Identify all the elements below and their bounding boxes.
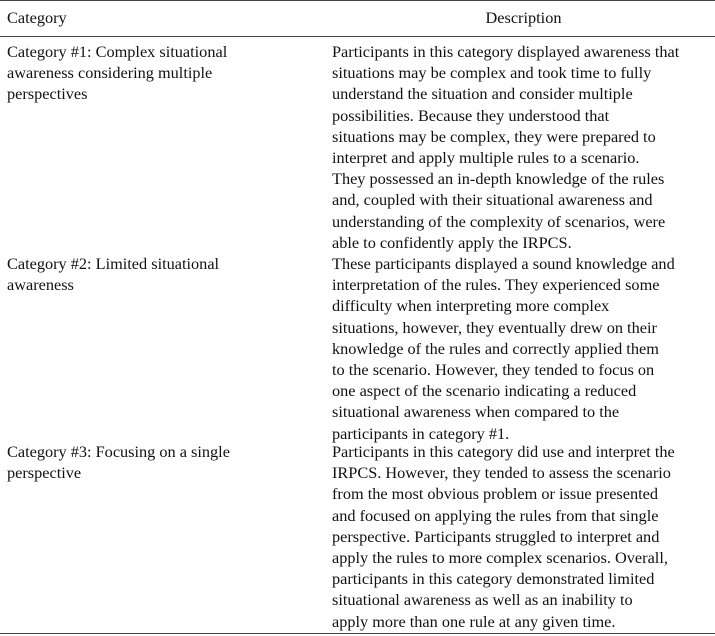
table-top-rule xyxy=(0,0,715,1)
description-text-line: able to confidently apply the IRPCS. xyxy=(332,232,572,252)
category-text-line: awareness considering multiple xyxy=(7,63,213,83)
description-text-line: perspective. Participants struggled to interpret and xyxy=(332,526,660,546)
category-text-line: awareness xyxy=(7,275,74,295)
category-cell xyxy=(7,441,325,483)
category-cell xyxy=(7,253,325,295)
category-text-line: Category #3: Focusing on a single xyxy=(7,442,230,461)
category-text-line: Category #2: Limited situational xyxy=(7,254,220,273)
description-text-line: apply more than one rule at any given time. xyxy=(332,611,616,631)
description-text-line: and focused on applying the rules from that single xyxy=(332,505,659,525)
description-text-line: and, coupled with their situational awareness and xyxy=(332,190,653,210)
description-text-line: knowledge of the rules and correctly applied them xyxy=(332,338,659,358)
category-text-line: Category #1: Complex situational xyxy=(7,42,228,61)
description-cell xyxy=(332,253,715,444)
description-text-line: situations may be complex, they were prepared to xyxy=(332,126,656,146)
description-text-line: interpret and apply multiple rules to a scenario. xyxy=(332,148,640,168)
description-text-line: Participants in this category displayed awareness that xyxy=(332,42,680,61)
column-header-description: Description xyxy=(485,8,562,27)
description-text-line: interpretation of the rules. They experienced some xyxy=(332,275,660,295)
description-cell xyxy=(332,41,715,253)
category-text-line: perspective xyxy=(7,463,82,483)
header-divider-rule xyxy=(0,36,715,37)
description-text-line: participants in this category demonstrated limited xyxy=(332,569,655,589)
description-text-line: from the most obvious problem or issue presented xyxy=(332,484,659,504)
description-text-line: one aspect of the scenario indicating a reduced xyxy=(332,381,637,401)
description-text-line: situational awareness as well as an inability to xyxy=(332,590,633,610)
description-text-line: apply the rules to more complex scenarios. Overall, xyxy=(332,548,668,568)
description-text-line: Participants in this category did use and interpret the xyxy=(332,442,675,461)
category-text-line: perspectives xyxy=(7,84,88,104)
category-cell xyxy=(7,41,325,104)
description-text-line: IRPCS. However, they tended to assess the scenario xyxy=(332,463,671,483)
description-text-line: to the scenario. However, they tended to focus on xyxy=(332,360,655,380)
description-text-line: participants in category #1. xyxy=(332,423,510,443)
description-text-line: situational awareness when compared to the xyxy=(332,402,620,422)
description-text-line: difficulty when interpreting more complex xyxy=(332,296,610,316)
description-text-line: These participants displayed a sound knowledge and xyxy=(332,254,675,273)
description-text-line: situations may be complex and took time to fully xyxy=(332,63,652,83)
table-bottom-rule xyxy=(0,633,715,634)
description-text-line: They possessed an in-depth knowledge of the rules xyxy=(332,169,665,189)
description-text-line: situations, however, they eventually drew on their xyxy=(332,317,657,337)
description-text-line: possibilities. Because they understood that xyxy=(332,105,610,125)
description-cell xyxy=(332,441,715,632)
description-text-line: understand the situation and consider multiple xyxy=(332,84,633,104)
column-header-category: Category xyxy=(7,8,67,27)
description-text-line: understanding of the complexity of scenarios, were xyxy=(332,211,666,231)
